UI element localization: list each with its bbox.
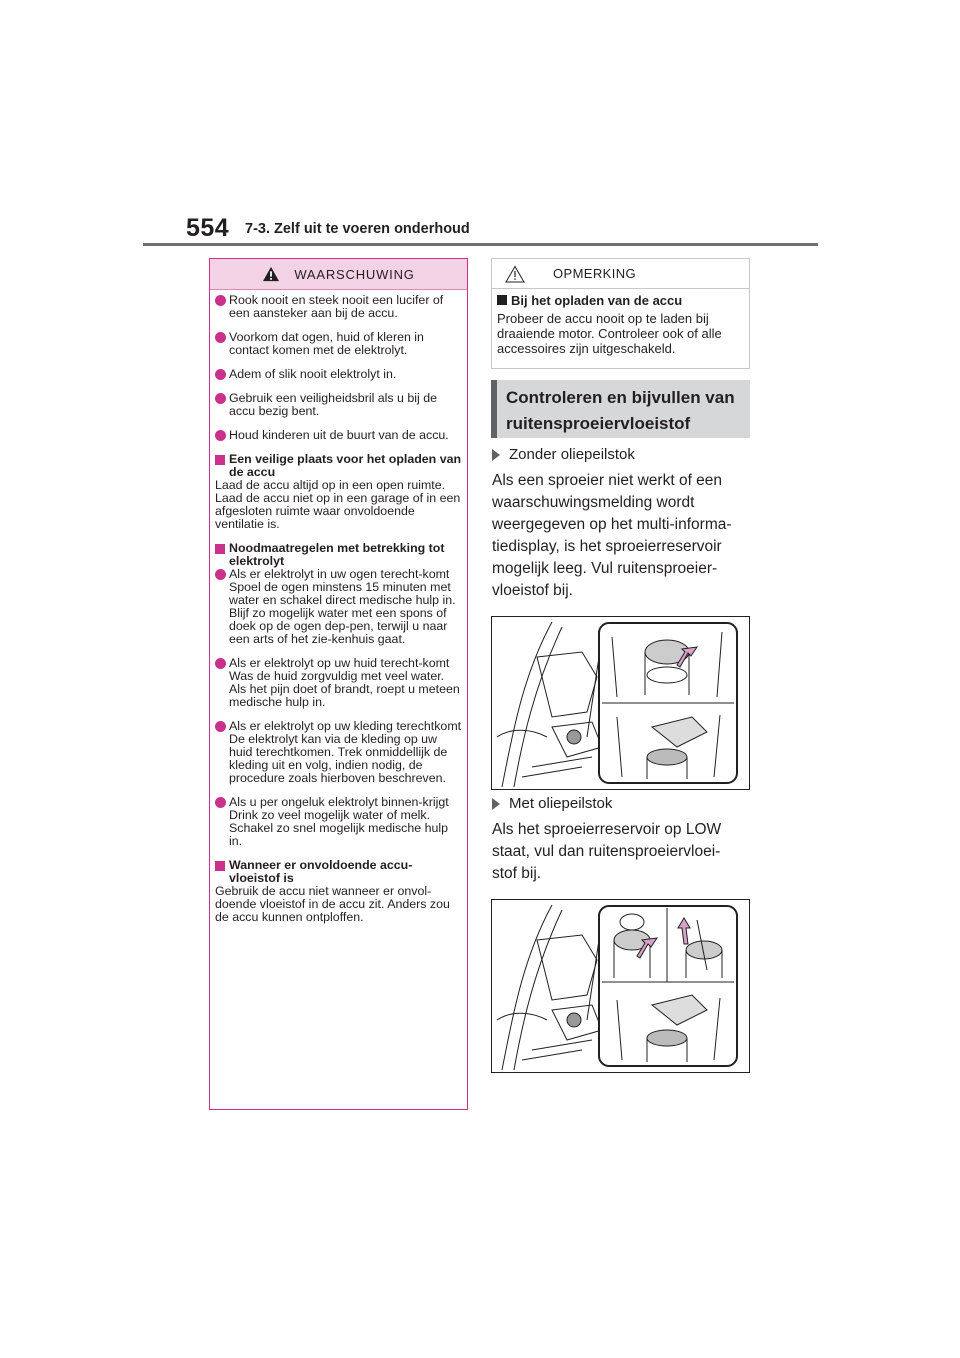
warning-item: Rook nooit en steek nooit een lucifer of een aansteker aan bij de accu. <box>215 294 462 320</box>
note-box <box>491 258 750 369</box>
note-text: Probeer de accu nooit op te laden bij draaiende motor. Controleer ook of alle accessoires zijn uitgeschakeld. <box>497 311 722 356</box>
washer-reservoir-dipstick-illustration <box>491 899 750 1073</box>
safe-place-heading: Een veilige plaats voor het opladen van de accu <box>229 452 462 479</box>
bullet-dot-icon <box>215 721 226 732</box>
emergency-heading: Noodmaatregelen met betrekking tot elektrolyt <box>229 541 445 568</box>
engine-bay-dipstick-drawing <box>492 900 749 1072</box>
warning-item: Gebruik een veiligheidsbril als u bij de accu bezig bent. <box>215 392 462 418</box>
bullet-dot-icon <box>215 797 226 808</box>
with-dipstick-text: Als het sproeierreservoir op LOW staat, vul dan ruitensproeiervloei- stof bij. <box>492 821 722 882</box>
warning-title: WAARSCHUWING <box>294 266 415 282</box>
square-bullet-icon <box>497 295 507 305</box>
section-title: 7-3. Zelf uit te voeren onderhoud <box>245 221 470 237</box>
emergency-section <box>215 542 462 848</box>
bullet-dot-icon <box>215 569 226 580</box>
without-dipstick-text: Als een sproeier niet werkt of een waarschuwingsmelding wordt weergegeven op het multi-informa- tiedisplay, is het sproeierreservoir mogelijk leeg. Vul ruitensproeier- vloeistof bij. <box>492 472 732 599</box>
bullet-dot-icon <box>215 393 226 404</box>
emergency-item: Als er elektrolyt op uw huid terecht-komt Was de huid zorgvuldig met veel water. Als het pijn doet of brandt, roept u meteen medische hulp in. <box>215 657 462 709</box>
warning-triangle-icon <box>262 266 280 282</box>
emergency-item: Als u per ongeluk elektrolyt binnen-krijgt Drink zo veel mogelijk water of melk. Schakel zo snel mogelijk medische hulp in. <box>215 796 462 848</box>
low-fluid-section <box>215 859 462 924</box>
warning-item: Houd kinderen uit de buurt van de accu. <box>215 429 462 442</box>
without-dipstick-label: Zonder oliepeilstok <box>492 446 635 463</box>
bullet-dot-icon <box>215 369 226 380</box>
emergency-item: Als er elektrolyt in uw ogen terecht-komt Spoel de ogen minstens 15 minuten met water en schakel direct medische hulp in. Blijf zo mogelijk water met een spons of doek op de ogen dep-pen, terwijl u naar een arts of het zie-kenhuis gaat. <box>215 568 462 646</box>
with-dipstick-label: Met oliepeilstok <box>492 795 612 812</box>
note-title: OPMERKING <box>553 266 637 281</box>
low-fluid-text: Gebruik de accu niet wanneer er onvol-doende vloeistof in de accu zit. Anders zou de accu kunnen ontploffen. <box>215 884 450 924</box>
emergency-item: Als er elektrolyt op uw kleding terechtkomt De elektrolyt kan via de kleding op uw huid terechtkomen. Trek onmiddellijk de kleding uit en volg, indien nodig, de procedure zoals hierboven beschreven. <box>215 720 462 785</box>
square-bullet-icon <box>215 455 225 465</box>
section-heading: Controleren en bijvullen van ruitensproeiervloeistof <box>491 380 750 438</box>
warning-item: Voorkom dat ogen, huid of kleren in contact komen met de elektrolyt. <box>215 331 462 357</box>
safe-place-text: Laad de accu altijd op in een open ruimte. Laad de accu niet op in een garage of in een afgesloten ruimte waar onvoldoende ventilatie is. <box>215 478 461 531</box>
warning-header <box>210 259 467 290</box>
note-heading: Bij het opladen van de accu <box>511 293 683 308</box>
warning-item: Adem of slik nooit elektrolyt in. <box>215 368 462 381</box>
caution-triangle-icon <box>505 265 525 283</box>
safe-place-section <box>215 453 462 531</box>
warning-box <box>209 258 468 1110</box>
bullet-dot-icon <box>215 332 226 343</box>
arrow-bullet-icon <box>492 449 500 461</box>
square-bullet-icon <box>215 861 225 871</box>
engine-bay-drawing <box>492 617 749 789</box>
arrow-bullet-icon <box>492 798 500 810</box>
square-bullet-icon <box>215 544 225 554</box>
bullet-dot-icon <box>215 658 226 669</box>
washer-reservoir-illustration <box>491 616 750 790</box>
header-rule <box>143 243 818 246</box>
bullet-dot-icon <box>215 430 226 441</box>
low-fluid-heading: Wanneer er onvoldoende accu-vloeistof is <box>229 858 413 885</box>
page-number: 554 <box>186 214 230 242</box>
bullet-dot-icon <box>215 295 226 306</box>
note-header <box>492 259 749 289</box>
